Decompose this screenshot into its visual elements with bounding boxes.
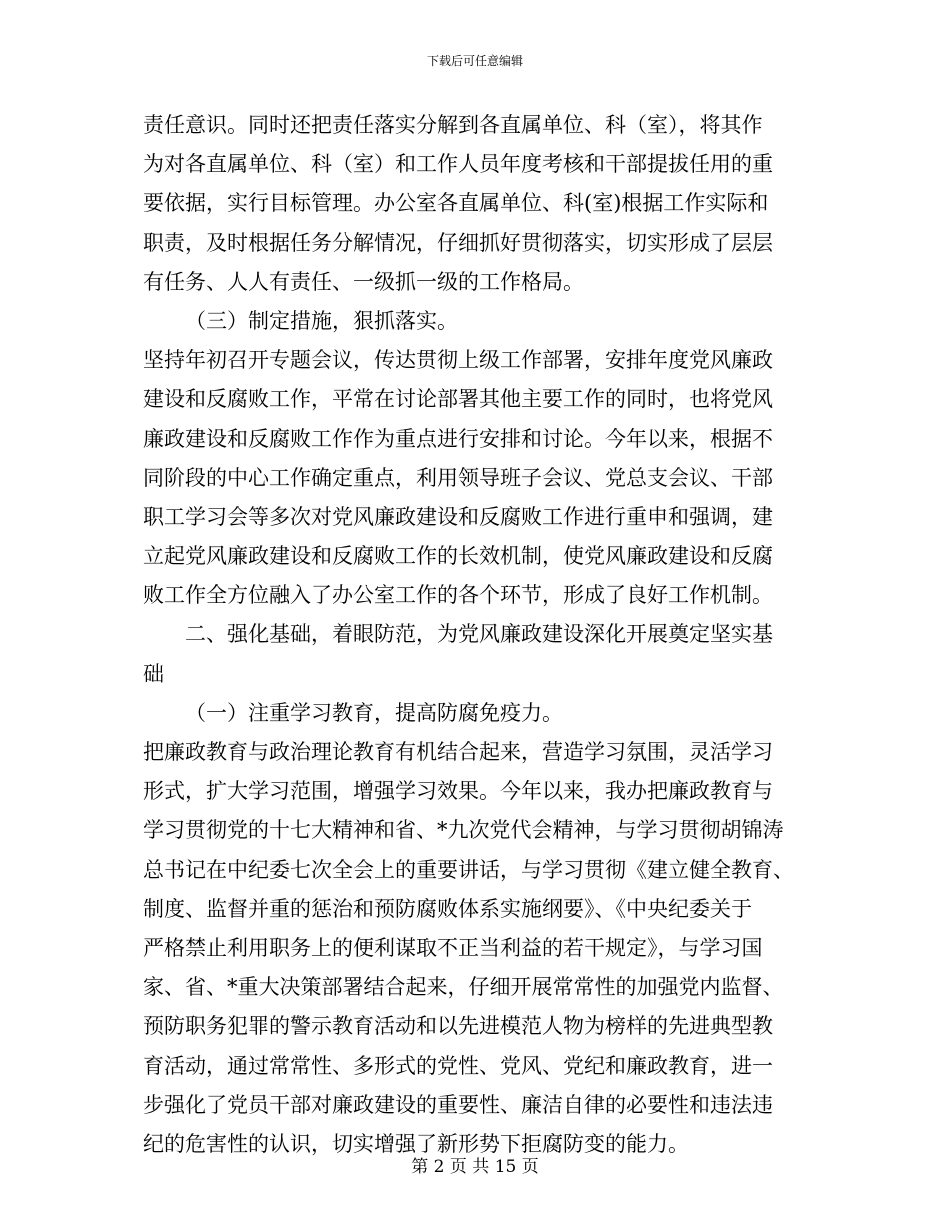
text-line: 家、省、*重大决策部署结合起来，仔细开展常常性的加强党内监督、 (143, 975, 784, 1000)
text-line: 职工学习会等多次对党风廉政建设和反腐败工作进行重申和强调，建 (143, 504, 773, 529)
text-line: 总书记在中纪委七次全会上的重要讲话，与学习贯彻《建立健全教育、 (143, 857, 794, 882)
text-line: 制度、监督并重的惩治和预防腐败体系实施纲要》、《中央纪委关于 (143, 896, 752, 921)
text-line: 同阶段的中心工作确定重点，利用领导班子会议、党总支会议、干部 (143, 465, 773, 490)
text-line: 步强化了党员干部对廉政建设的重要性、廉洁自律的必要性和违法违 (143, 1092, 773, 1117)
text-line: 责任意识。同时还把责任落实分解到各直属单位、科（室），将其作 (143, 113, 763, 137)
section-heading: （一）注重学习教育，提高防腐免疫力。 (185, 700, 563, 725)
text-line: 育活动，通过常常性、多形式的党性、党风、党纪和廉政教育，进一 (143, 1053, 773, 1078)
text-line: 要依据，实行目标管理。办公室各直属单位、科(室)根据工作实际和 (143, 191, 769, 216)
text-line: 学习贯彻党的十七大精神和省、*九次党代会精神，与学习贯彻胡锦涛 (143, 818, 784, 843)
text-line: 职责，及时根据任务分解情况，仔细抓好贯彻落实，切实形成了层层 (143, 230, 773, 255)
text-line: 纪的危害性的认识，切实增强了新形势下拒腐防变的能力。 (143, 1131, 689, 1156)
text-line: 建设和反腐败工作，平常在讨论部署其他主要工作的同时，也将党风 (143, 387, 773, 412)
text-line: 预防职务犯罪的警示教育活动和以先进模范人物为榜样的先进典型教 (143, 1014, 773, 1039)
text-line: 础 (143, 661, 164, 686)
page-header: 下载后可任意编辑 (426, 54, 523, 68)
text-line: 立起党风廉政建设和反腐败工作的长效机制，使党风廉政建设和反腐 (143, 544, 773, 569)
text-line: 坚持年初召开专题会议，传达贯彻上级工作部署，安排年度党风廉政 (143, 348, 773, 373)
section-heading: （三）制定措施，狠抓落实。 (185, 308, 458, 333)
text-line: 为对各直属单位、科（室）和工作人员年度考核和干部提拔任用的重 (143, 152, 773, 177)
text-line: 有任务、人人有责任、一级抓一级的工作格局。 (143, 269, 584, 294)
document-body (143, 106, 808, 1164)
page-footer: 第 2 页 共 15 页 (411, 1157, 539, 1177)
text-line: 严格禁止利用职务上的便利谋取不正当利益的若干规定》，与学习国 (143, 935, 763, 960)
text-line: 廉政建设和反腐败工作作为重点进行安排和讨论。今年以来，根据不 (143, 426, 773, 451)
text-line: 形式，扩大学习范围，增强学习效果。今年以来，我办把廉政教育与 (143, 779, 773, 804)
text-line: 把廉政教育与政治理论教育有机结合起来，营造学习氛围，灵活学习 (143, 740, 773, 764)
text-line: 败工作全方位融入了办公室工作的各个环节，形成了良好工作机制。 (143, 583, 773, 608)
section-heading: 二、强化基础，着眼防范，为党风廉政建设深化开展奠定坚实基 (185, 622, 773, 647)
